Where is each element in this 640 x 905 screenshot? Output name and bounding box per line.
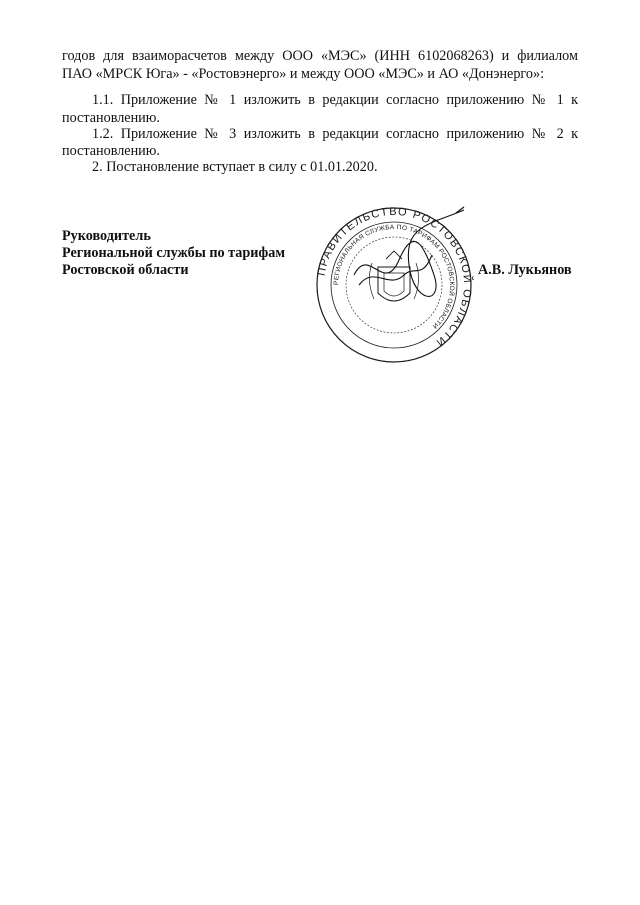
official-seal-icon [314,205,474,365]
paragraph-line: годов для взаиморасчетов между ООО «МЭС» (ИНН 6102068263) и филиалом [62,48,578,64]
paragraph-line: ПАО «МРСК Юга» - «Ростовэнерго» и между ООО «МЭС» и АО «Донэнерго»: [62,66,545,82]
signer-title-line: Руководитель [62,228,151,244]
paragraph-line: 1.2. Приложение № 3 изложить в редакции согласно приложению № 2 к [92,126,578,142]
paragraph-line: 2. Постановление вступает в силу с 01.01.2020. [92,159,378,175]
paragraph-line: постановлению. [62,143,160,159]
seal-inner-text: РЕГИОНАЛЬНАЯ СЛУЖБА ПО ТАРИФАМ РОСТОВСКОЙ ОБЛАСТИ [332,223,456,330]
paragraph-line: постановлению. [62,110,160,126]
signer-title-line: Ростовской области [62,262,189,278]
seal-outer-text: ПРАВИТЕЛЬСТВО РОСТОВСКОЙ ОБЛАСТИ [315,205,474,350]
signer-name: А.В. Лукьянов [478,262,572,278]
paragraph-line: 1.1. Приложение № 1 изложить в редакции согласно приложению № 1 к [92,92,578,108]
signer-title-line: Региональной службы по тарифам [62,245,286,261]
